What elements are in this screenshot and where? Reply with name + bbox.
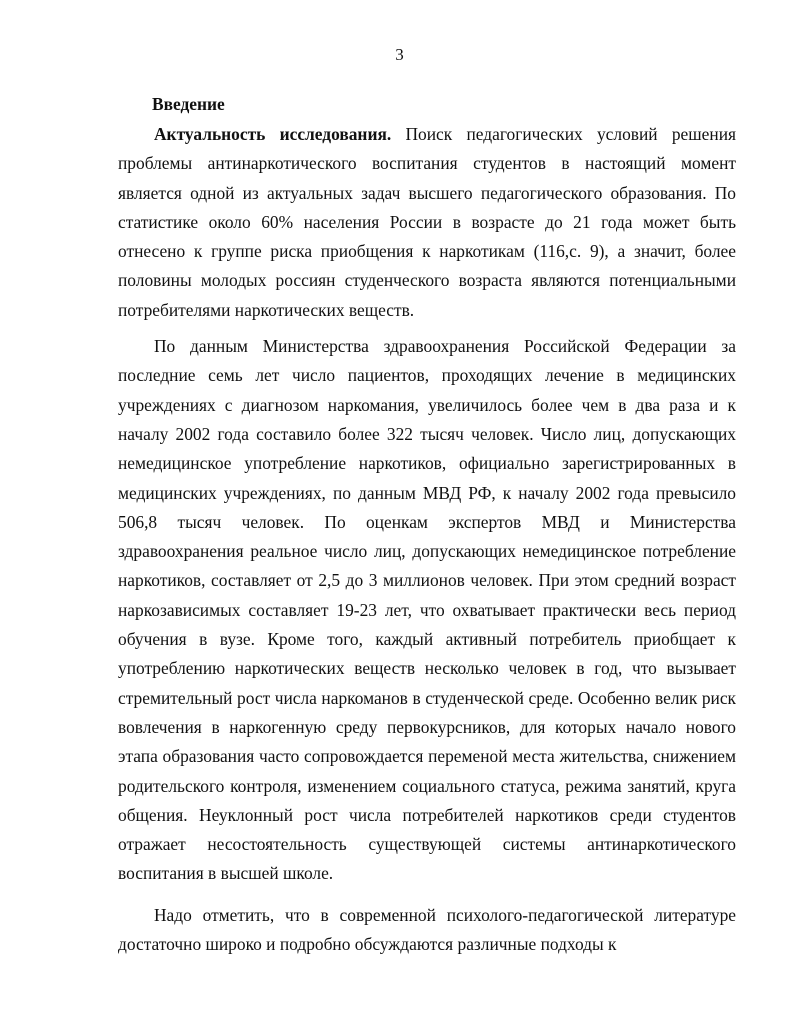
section-heading: Введение	[152, 94, 225, 114]
paragraph-relevance	[118, 120, 736, 325]
paragraph-text: Поиск педагогических условий решения проблемы антинаркотического воспитания студентов в настоящий момент является одной из актуальных задач высшего педагогического образования. По статистике около 60% населения России в возрасте до 21 года может быть отнесено к группе риска приобщения к наркотикам (116,с. 9), а значит, более половины молодых россиян студенческого возраста являются потенциальными потребителями наркотических веществ.	[118, 124, 736, 320]
paragraph-literature: Надо отметить, что в современной психолого-педагогической литературе достаточно широко и подробно обсуждаются различные подходы к	[118, 904, 736, 955]
paragraph-lead: Актуальность исследования.	[154, 124, 392, 144]
page-number: 3	[395, 45, 404, 64]
paragraph-statistics: По данным Министерства здравоохранения Российской Федерации за последние семь лет число пациентов, проходящих лечение в медицинских учреждениях с диагнозом наркомания, увеличилось более чем в два раза и к началу 2002 года составило более 322 тысяч человек. Число лиц, допускающих немедицинское употребление наркотиков, официально зарегистрированных в медицинских учреждениях, по данным МВД РФ, к началу 2002 года превысило 506,8 тысяч человек. По оценкам экспертов МВД и Министерства здравоохранения реальное число лиц, допускающих немедицинское потребление наркотиков, составляет от 2,5 до 3 миллионов человек. При этом средний возраст наркозависимых составляет 19-23 лет, что охватывает практически весь период обучения в вузе. Кроме того, каждый активный потребитель приобщает к употреблению наркотических веществ несколько человек в год, что вызывает стремительный рост числа наркоманов в студенческой среде. Особенно велик риск вовлечения в наркогенную среду первокурсников, для которых начало нового этапа образования часто сопровождается переменой места жительства, снижением родительского контроля, изменением социального статуса, режима занятий, круга общения. Неуклонный рост числа потребителей наркотиков среди студентов отражает несостоятельность существующей системы антинаркотического воспитания в высшей школе.	[118, 336, 736, 884]
page-body	[118, 92, 736, 959]
